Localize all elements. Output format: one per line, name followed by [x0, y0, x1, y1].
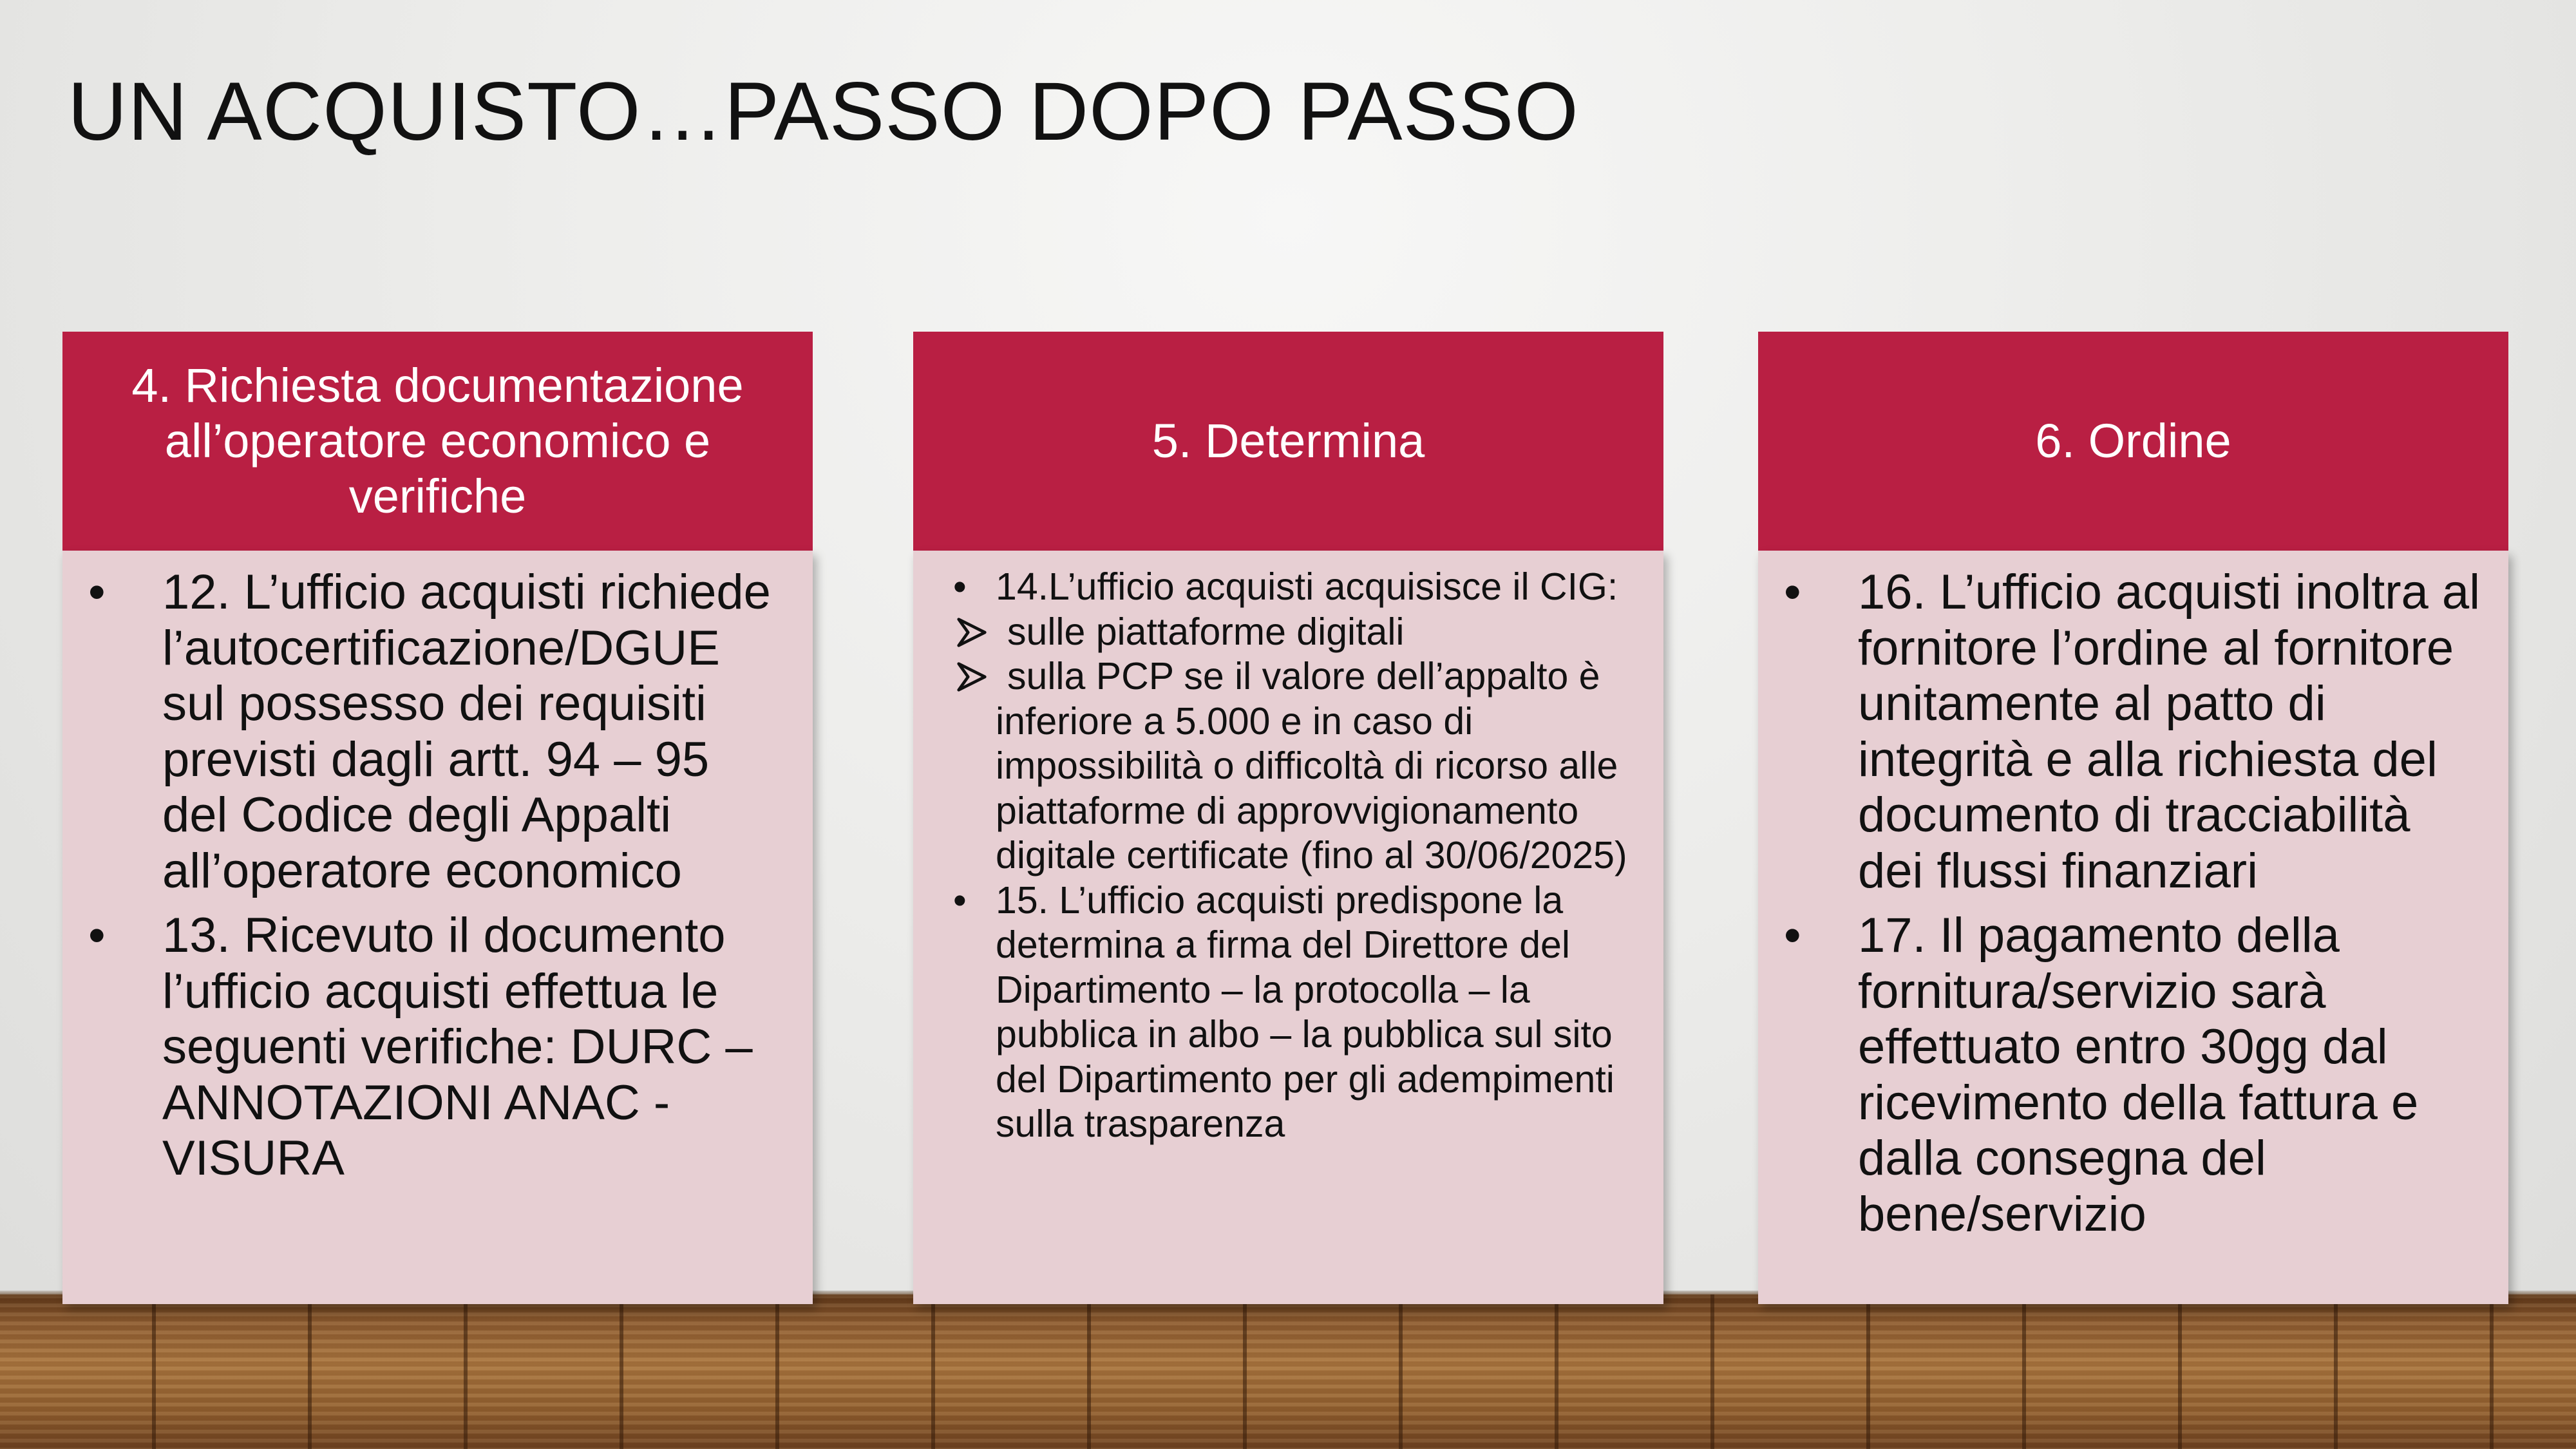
step-card-body: [913, 551, 1663, 1304]
list-item: • 17. Il pagamento della fornitura/servizio sarà effettuato entro 30gg dal ricevimento della fattura e dalla consegna del bene/servizio: [1784, 908, 2419, 1242]
list-item: • 13. Ricevuto il documento l’ufficio acquisti effettua le seguenti verifiche: DURC – ANNOTAZIONI ANAC - VISURA: [88, 908, 753, 1186]
step-list: [1784, 565, 2483, 1242]
step-card-4: [62, 332, 813, 1304]
sub-list-item: sulla PCP se il valore dell’appalto è inferiore a 5.000 e in caso di impossibilità o difficoltà di ricorso alle piattaforme di approvvigionamento digitale certificate (fino al 30/06/2025): [939, 654, 1638, 878]
list-item: • 14.L’ufficio acquisti acquisisce il CIG:: [953, 565, 1618, 608]
step-list: [88, 565, 787, 1187]
step-card-header: 5. Determina: [913, 332, 1663, 551]
step-card-body: [62, 551, 813, 1304]
step-list: [939, 565, 1638, 1147]
arrow-bullet-icon: [953, 614, 990, 651]
list-item: • 16. L’ufficio acquisti inoltra al fornitore l’ordine al fornitore unitamente al patto di integrità e alla richiesta del documento di tracciabilità dei flussi finanziari: [1784, 565, 2481, 898]
step-card-header: 6. Ordine: [1758, 332, 2508, 551]
list-item: • 12. L’ufficio acquisti richiede l’autocertificazione/DGUE sul possesso dei requisiti previsti dagli artt. 94 – 95 del Codice degli Appalti all’operatore economico: [88, 565, 771, 898]
arrow-bullet-icon: [953, 658, 990, 696]
slide-title: UN ACQUISTO…PASSO DOPO PASSO: [68, 66, 1579, 158]
step-card-header: 4. Richiesta documentazione all’operatore economico e verifiche: [62, 332, 813, 551]
sub-list-item: sulle piattaforme digitali: [939, 610, 1638, 655]
step-card-5: [913, 332, 1663, 1304]
wood-floor-background: [0, 1294, 2576, 1449]
step-card-body: [1758, 551, 2508, 1304]
step-card-6: [1758, 332, 2508, 1304]
list-item: • 15. L’ufficio acquisti predispone la determina a firma del Direttore del Dipartimento – la protocolla – la pubblica in albo – la pubblica sul sito del Dipartimento per gli adempimenti sulla trasparenza: [953, 878, 1615, 1145]
